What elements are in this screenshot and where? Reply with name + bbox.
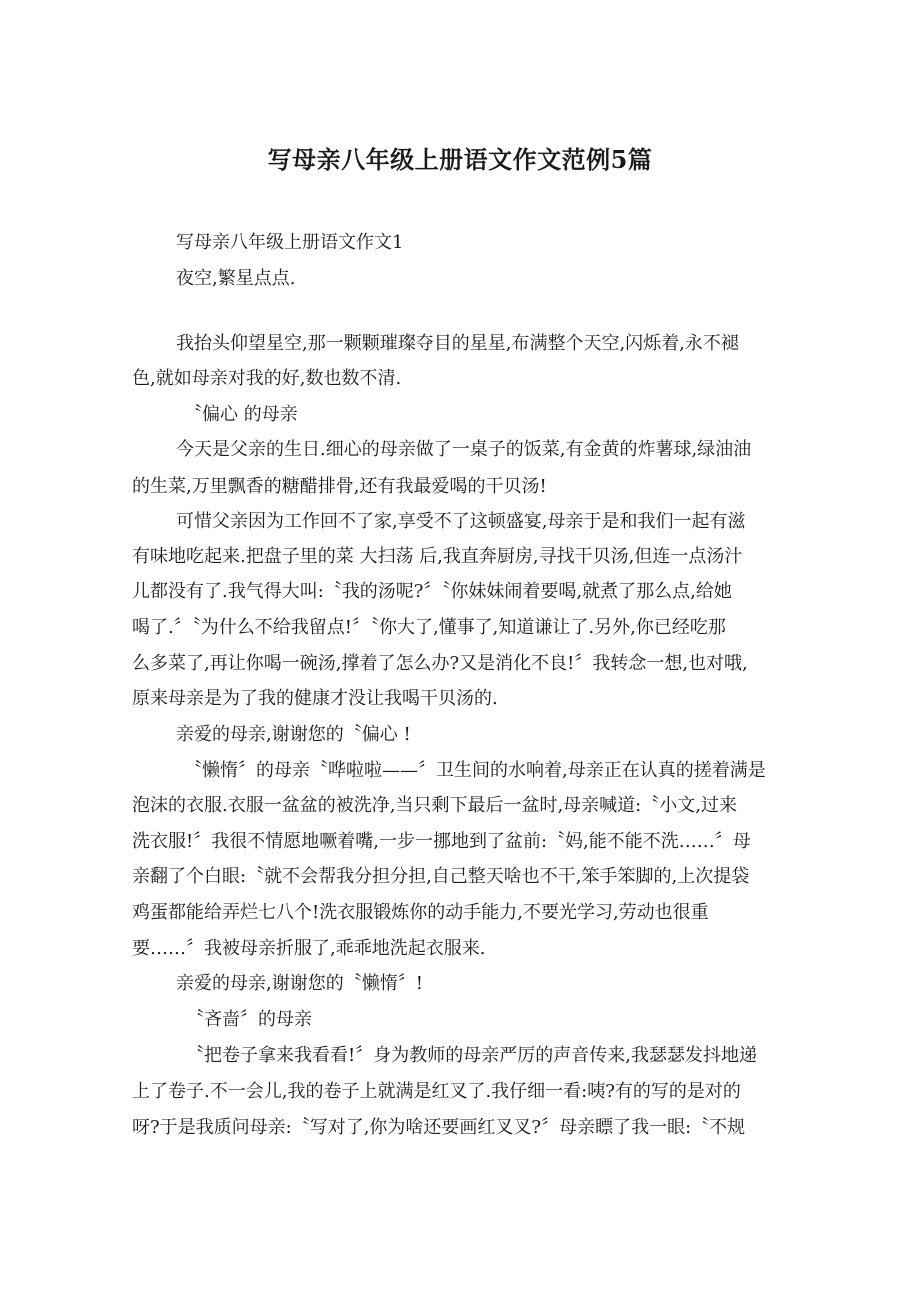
- paragraph-line: 上了卷子.不一会儿,我的卷子上就满是红叉了.我仔细一看:咦?有的写的是对的: [132, 1081, 741, 1102]
- paragraph-line: 泡沫的衣服.衣服一盆盆的被洗净,当只剩下最后一盆时,母亲喊道:〝小文,过来: [132, 795, 737, 816]
- paragraph-line: 〝把卷子拿来我看看!〞身为教师的母亲严厉的声音传来,我瑟瑟发抖地递: [186, 1045, 757, 1066]
- subheading: 〝吝啬〞的母亲: [186, 1009, 312, 1030]
- paragraph-line: 呀?于是我质问母亲:〝写对了,你为啥还要画红叉叉?〞母亲瞟了我一眼:〝不规: [132, 1117, 746, 1138]
- paragraph-line: 可惜父亲因为工作回不了家,享受不了这顿盛宴,母亲于是和我们一起有滋: [176, 511, 746, 532]
- paragraph-line: 有味地吃起来.把盘子里的菜 大扫荡 后,我直奔厨房,寻找干贝汤,但连一点汤汁: [132, 546, 743, 567]
- paragraph-line: 的生菜,万里飘香的糖醋排骨,还有我最爱喝的干贝汤!: [132, 476, 547, 497]
- document-title: 写母亲八年级上册语文作文范例5篇: [267, 145, 653, 174]
- subheading: 〝偏心 的母亲: [184, 404, 298, 425]
- paragraph-line: 原来母亲是为了我的健康才没让我喝干贝汤的.: [132, 688, 498, 709]
- paragraph-line: 儿都没有了.我气得大叫:〝我的汤呢?〞〝你妹妹闹着要喝,就煮了那么点,给她: [132, 581, 732, 602]
- paragraph-line: 要……〞我被母亲折服了,乖乖地洗起衣服来.: [132, 938, 486, 959]
- paragraph-line: 亲翻了个白眼:〝就不会帮我分担分担,自己整天啥也不干,笨手笨脚的,上次提袋: [132, 866, 750, 887]
- paragraph-line: 亲爱的母亲,谢谢您的〝偏心 !: [176, 724, 411, 745]
- paragraph-line: 夜空,繁星点点.: [176, 268, 296, 289]
- paragraph-line: 么多菜了,再让你喝一碗汤,撑着了怎么办?又是消化不良!〞我转念一想,也对哦,: [132, 653, 748, 674]
- paragraph-line: 鸡蛋都能给弄烂七八个!洗衣服锻炼你的动手能力,不要光学习,劳动也很重: [132, 902, 709, 923]
- paragraph-line: 亲爱的母亲,谢谢您的〝懒惰〞!: [176, 973, 423, 994]
- section-heading: 写母亲八年级上册语文作文1: [176, 232, 404, 253]
- paragraph-line: 色,就如母亲对我的好,数也数不清.: [132, 368, 402, 389]
- paragraph-line: 喝了.〞〝为什么不给我留点!〞〝你大了,懂事了,知道谦让了.另外,你已经吃那: [132, 617, 726, 638]
- paragraph-line: 洗衣服!〞我很不情愿地噘着嘴,一步一挪地到了盆前:〝妈,能不能不洗……〞母: [132, 831, 751, 852]
- paragraph-line: 今天是父亲的生日.细心的母亲做了一桌子的饭菜,有金黄的炸薯球,绿油油: [176, 439, 752, 460]
- paragraph-line: 〝懒惰〞的母亲〝哗啦啦——〞卫生间的水响着,母亲正在认真的搓着满是: [184, 760, 766, 781]
- paragraph-line: 我抬头仰望星空,那一颗颗璀璨夺目的星星,布满整个天空,闪烁着,永不褪: [176, 333, 739, 354]
